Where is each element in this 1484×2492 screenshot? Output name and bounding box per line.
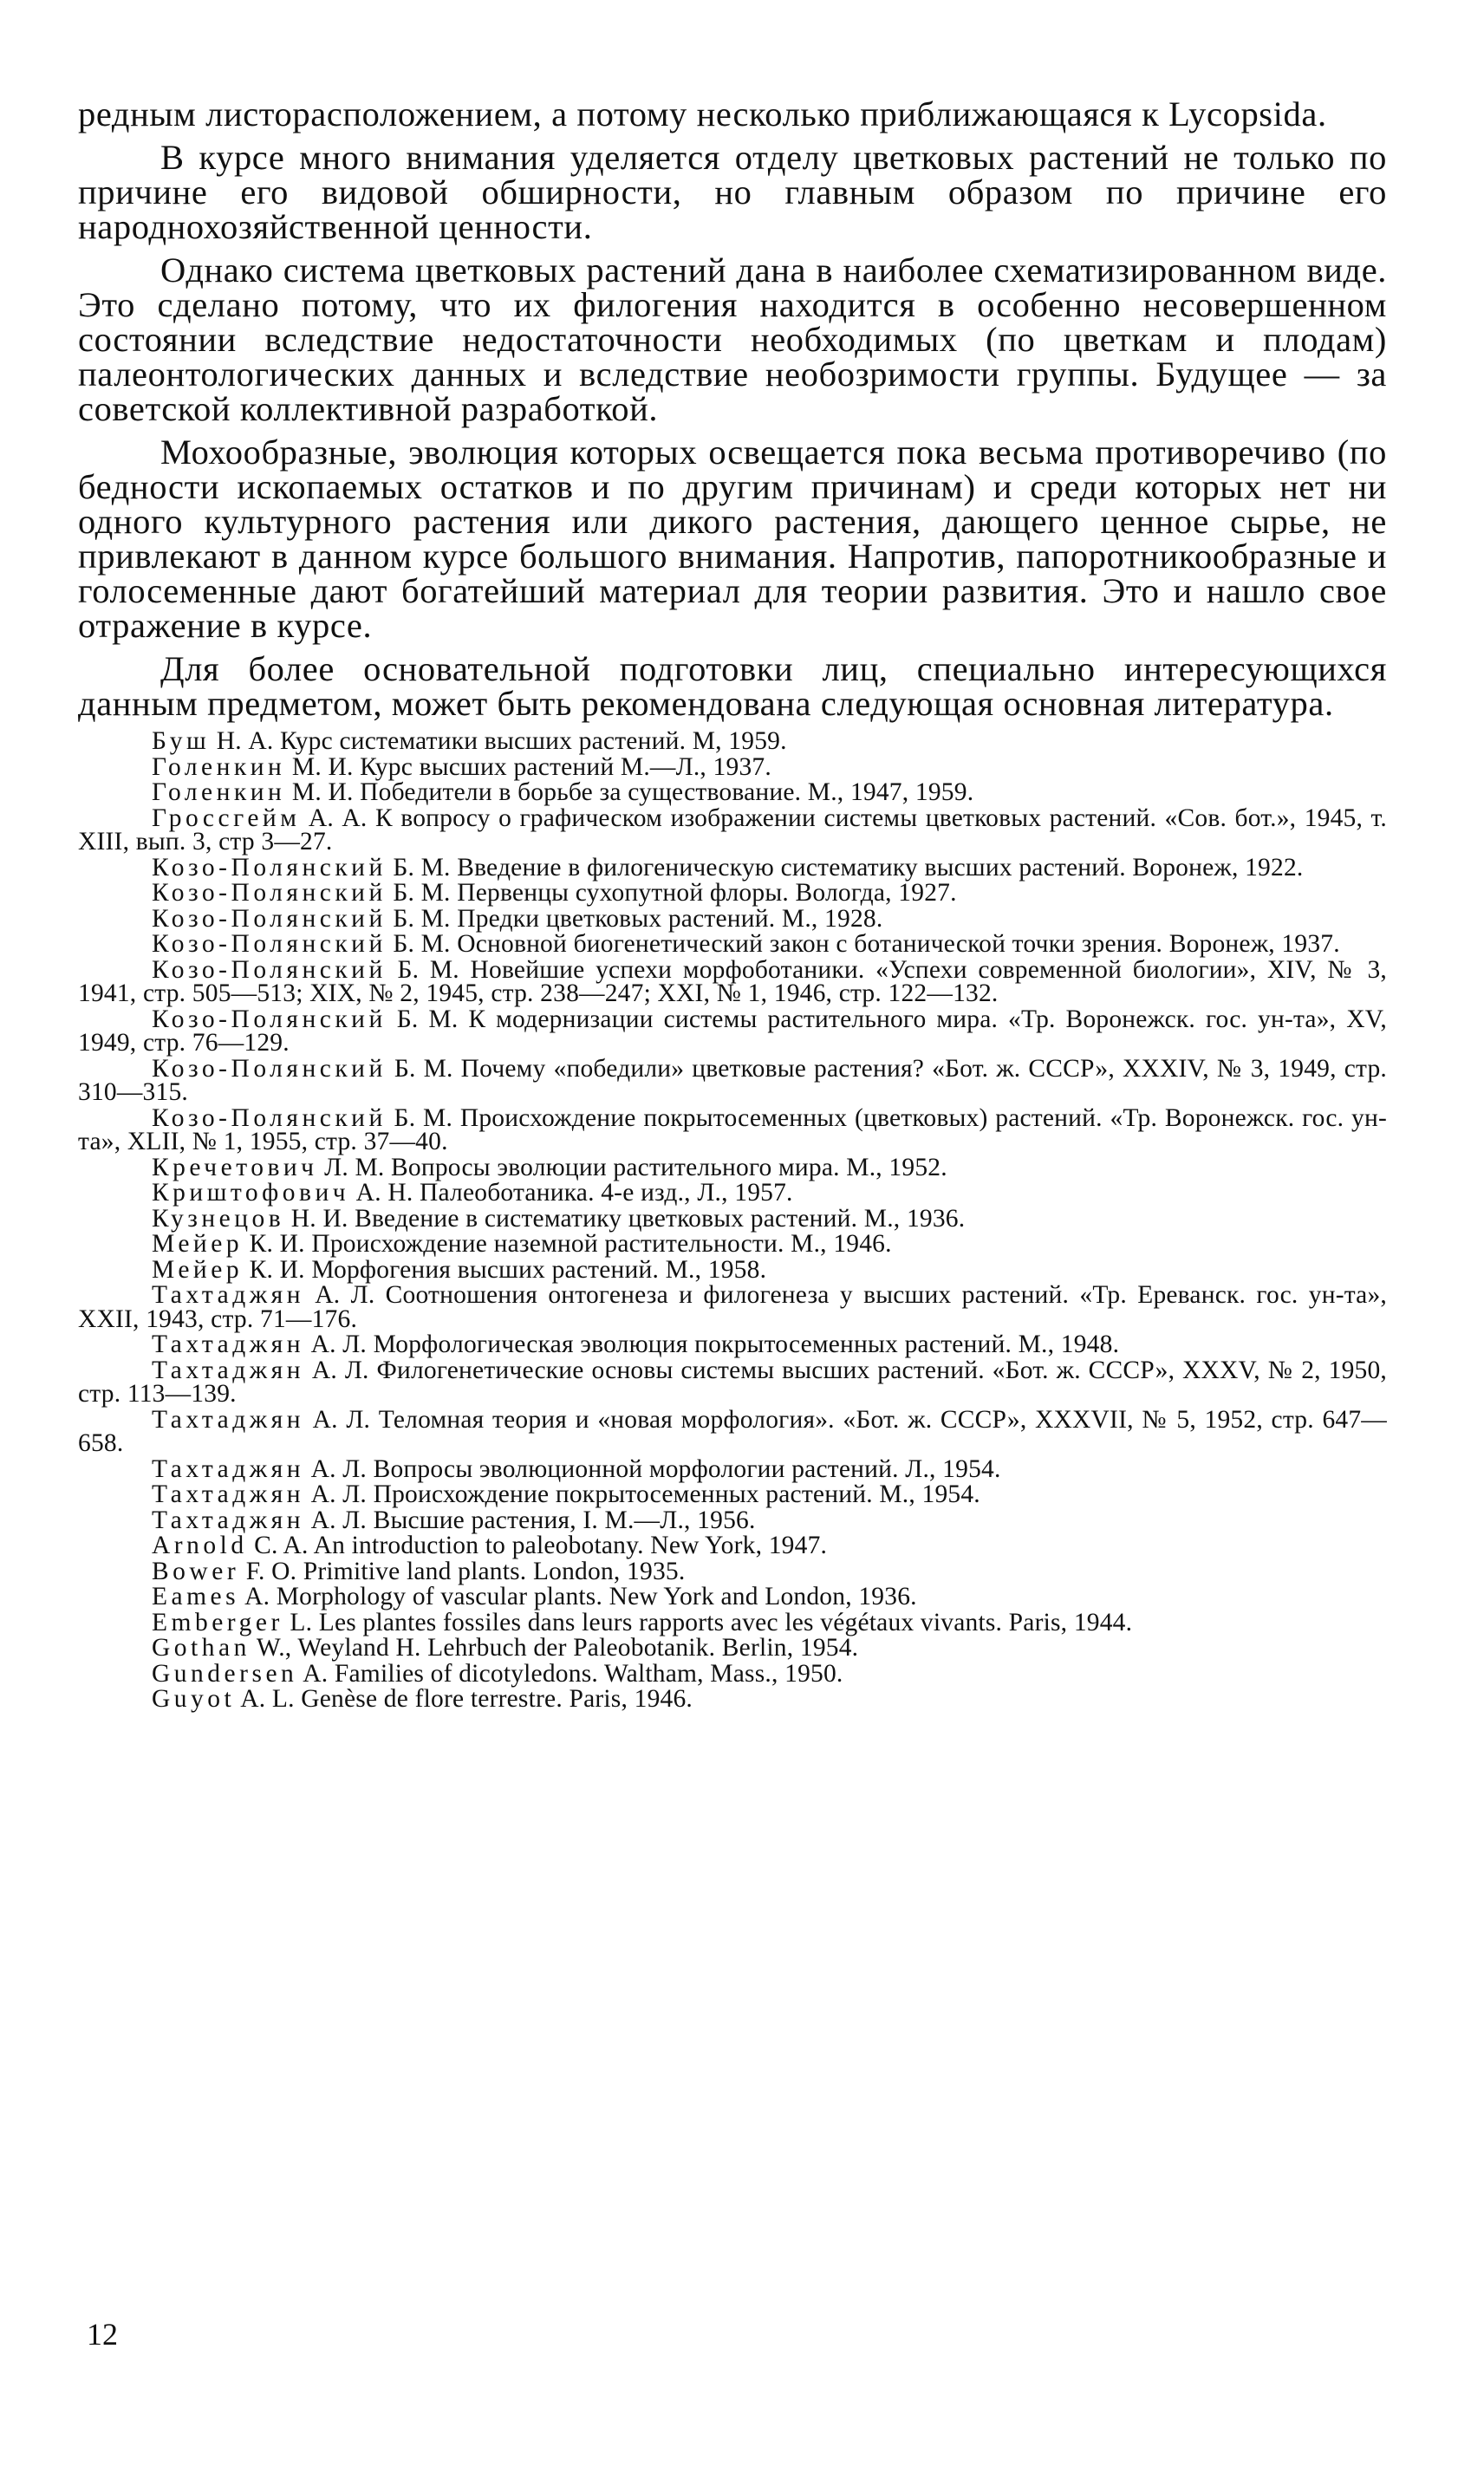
reference-entry xyxy=(78,1255,1387,1284)
reference-entry xyxy=(78,727,1387,755)
reference-author: Козо-Полянский xyxy=(152,879,387,907)
reference-entry xyxy=(78,1659,1387,1688)
reference-author: Кузнецов xyxy=(152,1204,285,1233)
reference-text: А. Л. Морфологическая эволюция покрытосеменных растений. М., 1948. xyxy=(304,1331,1120,1358)
reference-text: Б. М. К модернизации системы растительного мира. «Тр. Воронежск. гос. ун-та», XV, 1949, стр. 76—129. xyxy=(78,1005,1387,1057)
reference-author: Тахтаджян xyxy=(152,1331,304,1358)
reference-entry xyxy=(78,1356,1387,1408)
reference-author: Козо-Полянский xyxy=(152,1005,387,1033)
reference-author: Буш xyxy=(152,727,211,755)
reference-author: Козо-Полянский xyxy=(152,1054,387,1083)
paragraph: Мохообразные, эволюция которых освещается пока весьма противоречиво (по бедности ископаемых остатков и по другим причинам) и среди которых нет ни одного культурного растения или дикого растения, дающего ценное сырье, не привлекают в данном курсе большого внимания. Напротив, папоротникообразные и голосеменные дают богатейший материал для теории развития. Это и нашло свое отражение в курсе. xyxy=(78,433,1387,645)
reference-text: А. Л. Вопросы эволюционной морфологии растений. Л., 1954. xyxy=(304,1454,1001,1483)
reference-author: Козо-Полянский xyxy=(152,955,387,984)
reference-text: Н. А. Курс систематики высших растений. М, 1959. xyxy=(210,727,787,755)
reference-entry xyxy=(78,1054,1387,1106)
reference-entry xyxy=(78,1103,1387,1155)
reference-text: А. Л. Теломная теория и «новая морфология». «Бот. ж. СССР», XXXVII, № 5, 1952, стр. 647—658. xyxy=(78,1405,1387,1457)
reference-entry xyxy=(78,1585,1387,1610)
reference-author: Мейер xyxy=(152,1255,244,1284)
reference-text: К. И. Морфогения высших растений. М., 1958. xyxy=(243,1255,767,1284)
reference-entry xyxy=(78,1608,1387,1636)
reference-author: Тахтаджян xyxy=(152,1356,304,1384)
reference-text: А. Л. Высшие растения, I. М.—Л., 1956. xyxy=(304,1506,756,1534)
reference-text: Б. М. Новейшие успехи морфоботаники. «Успехи современной биологии», XIV, № 3, 1941, стр. 505—513; XIX, № 2, 1945, стр. 238—247; XXI, № 1, 1946, стр. 122—132. xyxy=(78,955,1387,1007)
reference-author: Gundersen xyxy=(152,1659,298,1688)
page-body xyxy=(78,94,1387,1714)
reference-entry xyxy=(78,879,1387,907)
reference-author: Тахтаджян xyxy=(152,1480,304,1508)
reference-text: М. И. Курс высших растений М.—Л., 1937. xyxy=(285,752,771,781)
reference-entry xyxy=(78,1230,1387,1258)
reference-entry xyxy=(78,1480,1387,1508)
reference-author: Козо-Полянский xyxy=(152,853,387,882)
reference-author: Emberger xyxy=(152,1608,283,1636)
reference-author: Криштофович xyxy=(152,1179,350,1207)
reference-author: Гроссгейм xyxy=(152,804,301,832)
paragraph: Для более основательной подготовки лиц, специально интересующихся данным предметом, может быть рекомендована следующая основная литература. xyxy=(78,649,1387,723)
paragraph: Однако система цветковых растений дана в наиболее схематизированном виде. Это сделано потому, что их филогения находится в особенно несовершенном состоянии вследствие недостаточности необходимых (по цветкам и плодам) палеонтологических данных и вследствие необозримости группы. Будущее — за советской коллективной разработкой. xyxy=(78,251,1387,428)
reference-entry xyxy=(78,1534,1387,1558)
reference-text: Б. М. Основной биогенетический закон с ботанической точки зрения. Воронеж, 1937. xyxy=(386,930,1340,958)
reference-text: A. Families of dicotyledons. Waltham, Mass., 1950. xyxy=(297,1659,843,1688)
reference-entry xyxy=(78,1153,1387,1181)
reference-author: Gothan xyxy=(152,1634,251,1662)
reference-entry xyxy=(78,1506,1387,1534)
reference-text: C. A. An introduction to paleobotany. New York, 1947. xyxy=(247,1532,828,1559)
reference-author: Guyot xyxy=(152,1685,236,1713)
reference-text: А. Л. Филогенетические основы системы высших растений. «Бот. ж. СССР», XXXV, № 2, 1950, стр. 113—139. xyxy=(78,1356,1387,1408)
reference-text: А. А. К вопросу о графическом изображении системы цветковых растений. «Сов. бот.», 1945, т. XIII, вып. 3, стр 3—27. xyxy=(78,804,1387,856)
reference-author: Кречетович xyxy=(152,1153,318,1181)
reference-entry xyxy=(78,1685,1387,1713)
reference-entry xyxy=(78,1405,1387,1457)
reference-author: Тахтаджян xyxy=(152,1281,304,1309)
reference-author: Козо-Полянский xyxy=(152,930,387,958)
reference-entry xyxy=(78,853,1387,882)
reference-entry xyxy=(78,752,1387,781)
reference-author: Arnold xyxy=(152,1532,248,1559)
reference-entry xyxy=(78,930,1387,958)
reference-text: A. Morphology of vascular plants. New York and London, 1936. xyxy=(239,1583,917,1610)
reference-text: Б. М. Происхождение покрытосеменных (цветковых) растений. «Тр. Воронежск. гос. ун-та», XLII, № 1, 1955, стр. 37—40. xyxy=(78,1103,1387,1155)
reference-entry xyxy=(78,904,1387,933)
reference-text: А. Л. Происхождение покрытосеменных растений. М., 1954. xyxy=(304,1480,980,1508)
reference-text: М. И. Победители в борьбе за существование. М., 1947, 1959. xyxy=(285,778,974,806)
reference-author: Bower xyxy=(152,1557,240,1585)
reference-entry xyxy=(78,1333,1387,1357)
reference-text: А. Л. Соотношения онтогенеза и филогенеза у высших растений. «Тр. Ереванск. гос. ун-та», XXII, 1943, стр. 71—176. xyxy=(78,1281,1387,1333)
reference-author: Козо-Полянский xyxy=(152,1103,387,1132)
reference-list xyxy=(78,727,1387,1713)
reference-entry xyxy=(78,955,1387,1007)
reference-text: Б. М. Почему «победили» цветковые растения? «Бот. ж. СССР», XXXIV, № 3, 1949, стр. 310—315. xyxy=(78,1054,1387,1106)
paragraph: редным листорасположением, а потому несколько приближающаяся к Lycopsida. xyxy=(78,94,1327,133)
reference-text: F. O. Primitive land plants. London, 1935. xyxy=(239,1557,686,1585)
reference-author: Мейер xyxy=(152,1230,244,1258)
reference-entry xyxy=(78,1181,1387,1206)
paragraph: В курсе много внимания уделяется отделу цветковых растений не только по причине его видовой обширности, но главным образом по причине его народнохозяйственной ценности. xyxy=(78,138,1387,246)
reference-text: Н. И. Введение в систематику цветковых растений. М., 1936. xyxy=(284,1204,966,1233)
reference-author: Тахтаджян xyxy=(152,1454,304,1483)
reference-author: Тахтаджян xyxy=(152,1506,304,1534)
reference-entry xyxy=(78,1636,1387,1661)
reference-entry xyxy=(78,1204,1387,1233)
reference-author: Тахтаджян xyxy=(152,1405,304,1434)
reference-text: К. И. Происхождение наземной растительности. М., 1946. xyxy=(243,1230,892,1258)
reference-entry xyxy=(78,1005,1387,1057)
reference-text: А. Н. Палеоботаника. 4-е изд., Л., 1957. xyxy=(349,1179,793,1207)
reference-entry xyxy=(78,1281,1387,1333)
reference-author: Голенкин xyxy=(152,778,286,806)
page-number: 12 xyxy=(87,2317,118,2352)
reference-entry xyxy=(78,1454,1387,1483)
reference-text: Б. М. Введение в филогеническую систематику высших растений. Воронеж, 1922. xyxy=(386,853,1304,882)
reference-entry xyxy=(78,804,1387,856)
reference-author: Eames xyxy=(152,1583,240,1610)
reference-author: Голенкин xyxy=(152,752,286,781)
reference-entry xyxy=(78,1557,1387,1585)
reference-text: Б. М. Первенцы сухопутной флоры. Вологда, 1927. xyxy=(386,879,957,907)
reference-text: W., Weyland H. Lehrbuch der Paleobotanik. Berlin, 1954. xyxy=(250,1634,859,1662)
reference-text: Л. М. Вопросы эволюции растительного мира. М., 1952. xyxy=(317,1153,947,1181)
reference-text: A. L. Genèse de flore terrestre. Paris, 1946. xyxy=(235,1685,693,1713)
reference-author: Козо-Полянский xyxy=(152,904,387,933)
reference-text: Б. М. Предки цветковых растений. М., 1928. xyxy=(386,904,883,933)
reference-text: L. Les plantes fossiles dans leurs rapports avec les végétaux vivants. Paris, 1944. xyxy=(283,1608,1133,1636)
reference-entry xyxy=(78,778,1387,806)
